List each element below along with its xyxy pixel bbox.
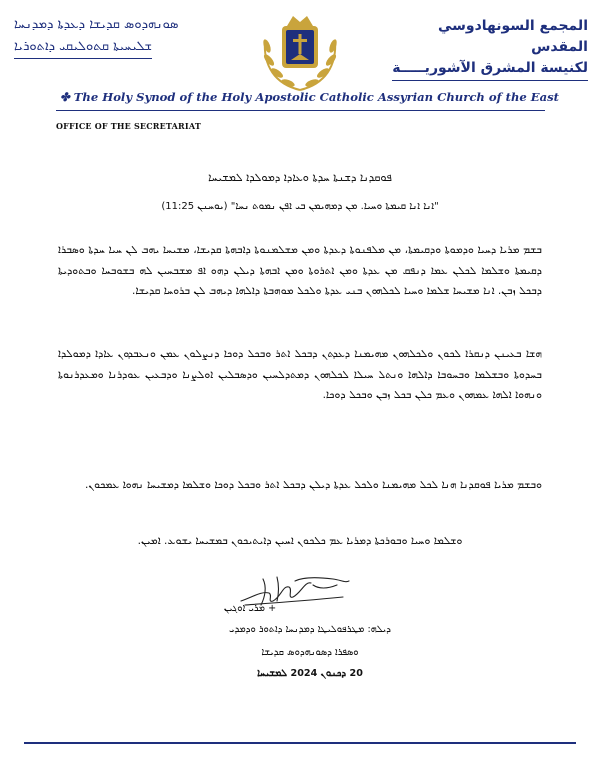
footer-divider xyxy=(24,742,576,744)
header-divider xyxy=(56,110,545,111)
signatory-title: ܕܝܠܗ: ܡܛܪܦܘܠܝܛܐ ܕܡܕܢܚܐ ܕܐܬܘܪ ܘܕܡܕܝ xyxy=(229,624,391,635)
letter-paragraph: ܘܒܫܡ ܡܪܝܐ ܦܘܩܕܢܐ ܗܢܐ ܠܟܠ ܡܗܝܡܢܐ ܘܠܟܠ ܥܕܬܐ ܕܝܠܢ ܕܒܟܠ ܐܬܪ ܘܒܟܠ ܕܘܟܐ ܘܫܠܡܐ ܕܡܫܝܚܐ ܢܗܘܐ ܥܡܟܘܢ. xyxy=(84,479,542,491)
synod-title xyxy=(60,90,560,104)
header-syriac-title xyxy=(14,14,214,59)
signatory-subtitle: ܘܣܦܪܐ ܕܣܘܢܗܕܘܣ ܩܕܝܫܐ xyxy=(261,647,359,658)
header-arabic-line2: لكنيسة المشرق الآشوريـــــة xyxy=(392,58,588,81)
letter-paragraph: ܒܫܡ ܡܪܝܐ ܕܚܝܐ ܘܕܡܘܬܐ ܘܕܩܝܡܬܐ، ܡܢ ܡܠܦܢܘܬܐ ܕܥܕܬܐ ܘܡܢ ܡܫܠܡܢܘܬܐ ܕܐܒܗܬܐ ܩܕܝܫܐ، ܡܫܝܚܐ ܝܗܒ ܠܢ ܚܝܐ ܚܕܬܐ ܘܣܒܪܐ ܕܩܝܡܬܐ ܘܫܠܡܐ ܠܟܠܢ ܥܡܐ ܕܢܦܩ ܡܢ ܥܕܬܐ ܘܡܢ ܐܬܪܘܬܐ ܘܡܢ ܐܒܗܬܐ ܕܝܠܢ ܕܗܘ ܐܦ ܡܫܒܚܝܢ ܠܗ ܒܫܘܒܚܐ ܘܒܬܘܕܝܬܐ ܕܒܟܠ ܙܒܢ. ܐܢܐ ܡܫܝܚܐ ܫܠܡܐ ܘܚܝܐ ܠܟܠܗܘܢ ܒܢܝ ܥܕܬܐ ܘܠܟܠ ܡܘܗܒܬܐ ܕܐܠܗܐ ܕܝܗܒ ܠܢ ܒܪܘܚܐ ܩܕܝܫܐ. xyxy=(58,244,542,297)
header-syriac-line2: ܫܠܝܚܝܬܐ ܩܬܘܠܝܩܝ ܕܐܬܘܪܝܐ xyxy=(14,36,152,59)
church-emblem xyxy=(253,10,347,96)
letter-date: 20 ܕܟܢܘܢ 2024 ܠܡܫܝܚܐ xyxy=(257,668,363,679)
signatory-name: + ܡܪܝ ܐܘܓܝܢ xyxy=(223,603,277,614)
header-arabic-title xyxy=(378,16,588,81)
office-label: OFFICE OF THE SECRETARIAT xyxy=(56,121,201,131)
star-icon: ✤ xyxy=(60,90,70,104)
letter-subject: ܦܘܩܕܢܐ ܕܫܢܬܐ ܚܕܬܐ ܘܥܐܕܐ ܕܡܘܠܕܐ ܠܡܫܝܚܐ xyxy=(208,171,392,184)
header-syriac-line1: ܣܘܢܗܕܘܣ ܩܕܝܫܐ ܕܥܕܬܐ ܕܡܕܢܚܐ xyxy=(14,17,179,32)
letter-quote: "ܐܢܐ ܐܢܐ ܩܝܡܬܐ ܘܚܝܐ. ܡܢ ܕܡܗܝܡܢ ܒܝ ܐܦܢ ܢܡܘܬ ܢܚܐ" (ܝܘܚܢܢ 11:25) xyxy=(161,201,439,212)
letter-paragraph: ܗܫܐ ܒܥܝܢܢ ܕܢܩܪܐ ܠܟܘܢ ܘܠܟܠܗܘܢ ܡܗܝܡܢܐ ܕܥܕܬܢ ܕܒܟܠ ܐܬܪ ܘܒܟܠ ܕܘܟܐ ܕܢܨܠܘܢ ܥܡܢ ܘܢܥܒܕܘܢ ܥܐܕܐ ܕܡܘܠܕܐ ܒܚܕܘܬܐ ܘܒܫܠܡܐ ܘܒܚܘܒܐ ܕܐܠܗܐ ܘܢܬܠ ܚܝܠܐ ܠܟܠܗܘܢ ܕܡܬܕܠܚܝܢ ܘܕܣܒܠܝܢ ܐܘܠܨܢܐ ܘܕܒܥܝܢ ܥܘܕܪܢܐ ܘܡܥܕܪܢܘܬܐ ܘܢܗܘܐ ܐܠܗܐ ܥܡܗܘܢ ܘܥܡ ܟܠܢ ܒܟܠ ܙܒܢ ܘܒܟܠ ܕܘܟܐ. xyxy=(58,348,542,401)
letter-closing: ܘܫܠܡܐ ܘܚܝܐ ܘܒܘܪܟܬܐ ܕܡܪܝܐ ܥܡ ܟܠܟܘܢ ܐܚܝܢ ܕܐܝܬܝܟܘܢ ܒܡܫܝܚܐ ܝܫܘܥ. ܐܡܝܢ. xyxy=(137,535,463,547)
synod-title-text: The Holy Synod of the Holy Apostolic Catholic Assyrian Church of the East xyxy=(73,90,560,104)
header-arabic-line1: المجمع السونهادوسي المقدس xyxy=(437,18,588,55)
